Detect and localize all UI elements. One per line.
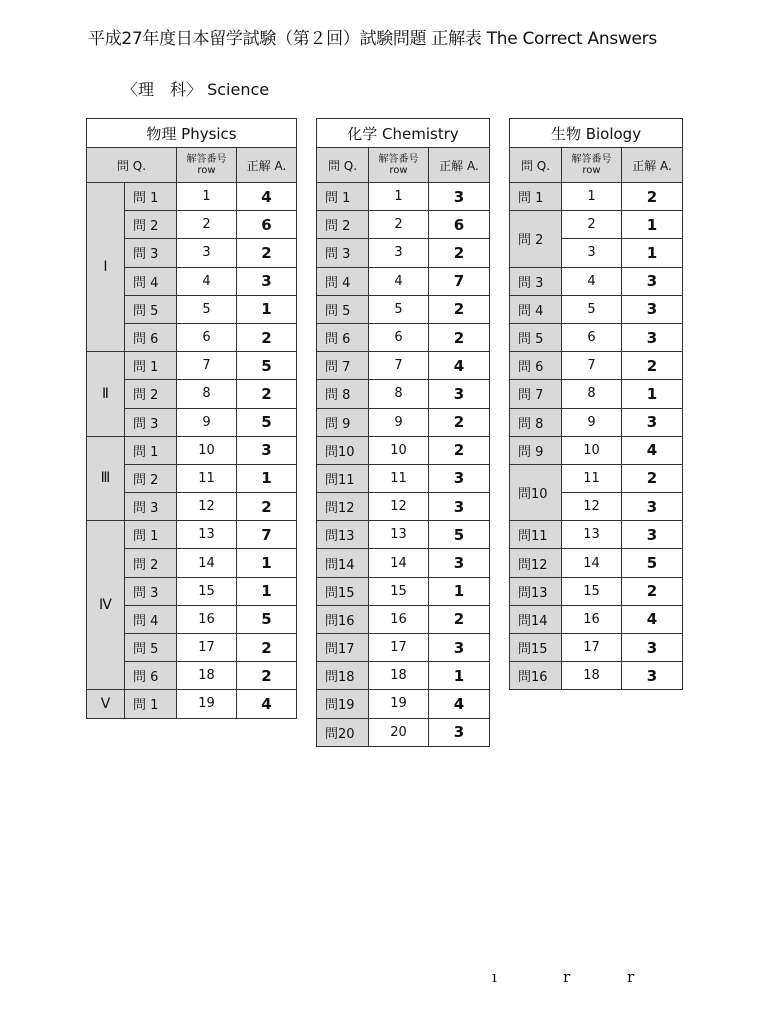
question-cell: 問13 [317, 521, 369, 549]
footer-mark-1: ı [492, 968, 497, 986]
row-number-cell: 5 [177, 295, 237, 323]
question-cell: 問 2 [125, 549, 177, 577]
row-number-cell: 8 [177, 380, 237, 408]
answer-cell: 4 [429, 352, 490, 380]
answer-cell: 2 [237, 662, 297, 690]
question-cell: 問 5 [510, 323, 562, 351]
row-number-cell: 1 [177, 183, 237, 211]
row-number-cell: 14 [562, 549, 622, 577]
footer-mark-3: r [627, 968, 635, 986]
table-row [87, 690, 297, 718]
row-number-cell: 17 [562, 634, 622, 662]
chemistry-table-title: 化学 Chemistry [317, 119, 490, 148]
question-cell: 問10 [317, 436, 369, 464]
answer-cell: 6 [237, 211, 297, 239]
question-cell: 問 2 [317, 211, 369, 239]
question-cell: 問 3 [125, 493, 177, 521]
row-header-bottom: row [389, 165, 408, 176]
table-row [510, 577, 683, 605]
row-number-cell: 15 [562, 577, 622, 605]
question-cell: 問 9 [317, 408, 369, 436]
answer-cell: 1 [237, 295, 297, 323]
answer-cell: 3 [429, 380, 490, 408]
question-cell: 問 6 [125, 662, 177, 690]
question-cell: 問 3 [510, 267, 562, 295]
answer-cell: 3 [622, 662, 683, 690]
question-cell: 問 3 [125, 239, 177, 267]
row-number-cell: 18 [562, 662, 622, 690]
question-cell: 問 1 [125, 436, 177, 464]
row-number-cell: 7 [369, 352, 429, 380]
question-cell: 問16 [510, 662, 562, 690]
answer-cell: 3 [429, 493, 490, 521]
chemistry-answer-table [316, 118, 490, 747]
question-cell: 問19 [317, 690, 369, 718]
table-row [317, 605, 490, 633]
table-row [317, 211, 490, 239]
answer-cell: 2 [429, 323, 490, 351]
answer-cell: 2 [622, 464, 683, 492]
answer-cell: 3 [429, 464, 490, 492]
answer-cell: 3 [429, 634, 490, 662]
answer-header: 正解 A. [622, 148, 683, 183]
answer-cell: 3 [622, 408, 683, 436]
table-row [317, 380, 490, 408]
row-number-cell: 12 [369, 493, 429, 521]
row-header [177, 148, 237, 183]
answer-cell: 3 [622, 493, 683, 521]
table-row [510, 408, 683, 436]
question-cell: 問 8 [510, 408, 562, 436]
question-cell: 問 2 [125, 211, 177, 239]
answer-cell: 1 [237, 549, 297, 577]
answer-cell: 1 [429, 662, 490, 690]
question-cell: 問11 [510, 521, 562, 549]
row-number-cell: 13 [562, 521, 622, 549]
table-row [317, 239, 490, 267]
answer-cell: 3 [622, 295, 683, 323]
answer-cell: 2 [429, 295, 490, 323]
row-number-cell: 6 [177, 323, 237, 351]
answer-cell: 7 [237, 521, 297, 549]
question-cell: 問 6 [125, 323, 177, 351]
row-number-cell: 10 [562, 436, 622, 464]
table-row [510, 634, 683, 662]
table-row [510, 436, 683, 464]
table-row [510, 605, 683, 633]
table-row [510, 464, 683, 492]
question-cell: 問 7 [510, 380, 562, 408]
answer-cell: 5 [237, 352, 297, 380]
row-header [369, 148, 429, 183]
row-number-cell: 15 [177, 577, 237, 605]
row-number-cell: 8 [562, 380, 622, 408]
row-number-cell: 15 [369, 577, 429, 605]
row-number-cell: 20 [369, 718, 429, 746]
row-number-cell: 3 [562, 239, 622, 267]
row-number-cell: 18 [177, 662, 237, 690]
row-number-cell: 5 [562, 295, 622, 323]
table-row [317, 634, 490, 662]
row-number-cell: 6 [369, 323, 429, 351]
question-cell: 問17 [317, 634, 369, 662]
table-row [317, 493, 490, 521]
question-cell: 問 3 [125, 408, 177, 436]
page-title: 平成27年度日本留学試験（第２回）試験問題 正解表 The Correct Answers [88, 29, 657, 49]
table-row [317, 352, 490, 380]
question-cell: 問 4 [510, 295, 562, 323]
row-number-cell: 9 [562, 408, 622, 436]
table-row [87, 352, 297, 380]
section-subtitle: 〈理 科〉 Science [122, 80, 270, 99]
row-number-cell: 8 [369, 380, 429, 408]
table-row [317, 464, 490, 492]
table-row [317, 521, 490, 549]
biology-table-title: 生物 Biology [510, 119, 683, 148]
table-row [510, 267, 683, 295]
question-cell: 問 6 [317, 323, 369, 351]
answer-cell: 1 [237, 464, 297, 492]
answer-cell: 5 [622, 549, 683, 577]
answer-cell: 1 [429, 577, 490, 605]
answer-cell: 3 [622, 323, 683, 351]
row-number-cell: 4 [562, 267, 622, 295]
answer-cell: 2 [237, 323, 297, 351]
row-header-top: 解答番号 [378, 154, 419, 165]
answer-cell: 4 [237, 690, 297, 718]
question-cell: 問 2 [510, 211, 562, 267]
answer-cell: 3 [237, 267, 297, 295]
row-number-cell: 1 [562, 183, 622, 211]
answer-cell: 2 [429, 436, 490, 464]
table-row [87, 183, 297, 211]
row-number-cell: 5 [369, 295, 429, 323]
answer-cell: 4 [429, 690, 490, 718]
answer-cell: 2 [429, 408, 490, 436]
table-row [317, 295, 490, 323]
question-cell: 問12 [317, 493, 369, 521]
table-row [510, 183, 683, 211]
answer-cell: 3 [429, 183, 490, 211]
table-row [510, 521, 683, 549]
row-number-cell: 4 [369, 267, 429, 295]
answer-cell: 5 [237, 605, 297, 633]
question-cell: 問 1 [510, 183, 562, 211]
question-cell: 問15 [317, 577, 369, 605]
question-cell: 問 5 [125, 295, 177, 323]
answer-header: 正解 A. [429, 148, 490, 183]
table-row [317, 267, 490, 295]
row-number-cell: 2 [562, 211, 622, 239]
question-cell: 問 1 [125, 352, 177, 380]
question-cell: 問 2 [125, 464, 177, 492]
row-number-cell: 11 [369, 464, 429, 492]
answer-cell: 2 [237, 634, 297, 662]
row-number-cell: 16 [369, 605, 429, 633]
answer-cell: 3 [429, 718, 490, 746]
answer-cell: 3 [622, 521, 683, 549]
question-cell: 問 2 [125, 380, 177, 408]
answer-cell: 2 [237, 380, 297, 408]
question-cell: 問 4 [317, 267, 369, 295]
row-number-cell: 14 [177, 549, 237, 577]
question-cell: 問14 [317, 549, 369, 577]
question-cell: 問 1 [125, 183, 177, 211]
row-number-cell: 19 [177, 690, 237, 718]
row-number-cell: 2 [177, 211, 237, 239]
answer-cell: 1 [237, 577, 297, 605]
row-header-top: 解答番号 [186, 154, 227, 165]
question-cell: 問 3 [317, 239, 369, 267]
table-row [87, 436, 297, 464]
question-cell: 問 5 [317, 295, 369, 323]
section-label: Ⅳ [87, 521, 125, 690]
table-row [317, 323, 490, 351]
answer-cell: 1 [622, 380, 683, 408]
answer-cell: 2 [622, 577, 683, 605]
question-cell: 問 9 [510, 436, 562, 464]
row-number-cell: 11 [562, 464, 622, 492]
row-number-cell: 13 [177, 521, 237, 549]
row-number-cell: 17 [177, 634, 237, 662]
table-row [510, 323, 683, 351]
table-row [87, 521, 297, 549]
table-row [510, 380, 683, 408]
row-number-cell: 16 [177, 605, 237, 633]
row-number-cell: 18 [369, 662, 429, 690]
row-number-cell: 1 [369, 183, 429, 211]
footer-mark-2: r [563, 968, 571, 986]
row-number-cell: 4 [177, 267, 237, 295]
question-cell: 問14 [510, 605, 562, 633]
answer-cell: 3 [622, 634, 683, 662]
row-number-cell: 3 [177, 239, 237, 267]
answer-cell: 2 [622, 352, 683, 380]
answer-cell: 5 [237, 408, 297, 436]
question-header: 問 Q. [317, 148, 369, 183]
table-row [317, 436, 490, 464]
row-number-cell: 10 [369, 436, 429, 464]
row-number-cell: 9 [369, 408, 429, 436]
table-row [510, 549, 683, 577]
row-number-cell: 9 [177, 408, 237, 436]
row-number-cell: 17 [369, 634, 429, 662]
question-cell: 問18 [317, 662, 369, 690]
row-number-cell: 13 [369, 521, 429, 549]
question-cell: 問 1 [125, 690, 177, 718]
question-cell: 問20 [317, 718, 369, 746]
answer-cell: 5 [429, 521, 490, 549]
section-label: Ⅲ [87, 436, 125, 521]
answer-cell: 2 [237, 239, 297, 267]
biology-answer-table [509, 118, 683, 690]
row-number-cell: 7 [562, 352, 622, 380]
table-row [510, 662, 683, 690]
answer-cell: 4 [622, 436, 683, 464]
question-cell: 問 1 [125, 521, 177, 549]
question-cell: 問 5 [125, 634, 177, 662]
answer-cell: 1 [622, 239, 683, 267]
row-header-bottom: row [582, 165, 601, 176]
row-number-cell: 16 [562, 605, 622, 633]
table-row [317, 690, 490, 718]
row-header [562, 148, 622, 183]
table-row [510, 352, 683, 380]
answer-cell: 2 [622, 183, 683, 211]
row-header-bottom: row [197, 165, 216, 176]
table-row [317, 577, 490, 605]
table-row [510, 295, 683, 323]
answer-cell: 3 [429, 549, 490, 577]
answer-cell: 6 [429, 211, 490, 239]
answer-cell: 4 [237, 183, 297, 211]
answer-cell: 3 [237, 436, 297, 464]
physics-answer-table [86, 118, 297, 719]
row-number-cell: 12 [177, 493, 237, 521]
question-cell: 問11 [317, 464, 369, 492]
row-header-top: 解答番号 [571, 154, 612, 165]
section-label: Ⅴ [87, 690, 125, 718]
answer-cell: 4 [622, 605, 683, 633]
question-cell: 問15 [510, 634, 562, 662]
row-number-cell: 12 [562, 493, 622, 521]
row-number-cell: 10 [177, 436, 237, 464]
question-cell: 問 8 [317, 380, 369, 408]
question-header: 問 Q. [510, 148, 562, 183]
answer-cell: 3 [622, 267, 683, 295]
answer-cell: 1 [622, 211, 683, 239]
table-row [317, 662, 490, 690]
question-cell: 問13 [510, 577, 562, 605]
question-cell: 問10 [510, 464, 562, 520]
table-row [317, 718, 490, 746]
row-number-cell: 3 [369, 239, 429, 267]
table-row [317, 549, 490, 577]
row-number-cell: 2 [369, 211, 429, 239]
question-cell: 問 4 [125, 605, 177, 633]
answer-cell: 2 [237, 493, 297, 521]
row-number-cell: 6 [562, 323, 622, 351]
row-number-cell: 11 [177, 464, 237, 492]
table-row [317, 408, 490, 436]
answer-cell: 7 [429, 267, 490, 295]
question-cell: 問 7 [317, 352, 369, 380]
question-cell: 問 1 [317, 183, 369, 211]
row-number-cell: 19 [369, 690, 429, 718]
question-header: 問 Q. [87, 148, 177, 183]
question-cell: 問 6 [510, 352, 562, 380]
answer-cell: 2 [429, 239, 490, 267]
question-cell: 問12 [510, 549, 562, 577]
section-label: Ⅱ [87, 352, 125, 437]
question-cell: 問 3 [125, 577, 177, 605]
table-row [317, 183, 490, 211]
table-row [510, 211, 683, 239]
physics-table-title: 物理 Physics [87, 119, 297, 148]
question-cell: 問 4 [125, 267, 177, 295]
answer-cell: 2 [429, 605, 490, 633]
question-cell: 問16 [317, 605, 369, 633]
answer-header: 正解 A. [237, 148, 297, 183]
row-number-cell: 7 [177, 352, 237, 380]
row-number-cell: 14 [369, 549, 429, 577]
section-label: Ⅰ [87, 183, 125, 352]
